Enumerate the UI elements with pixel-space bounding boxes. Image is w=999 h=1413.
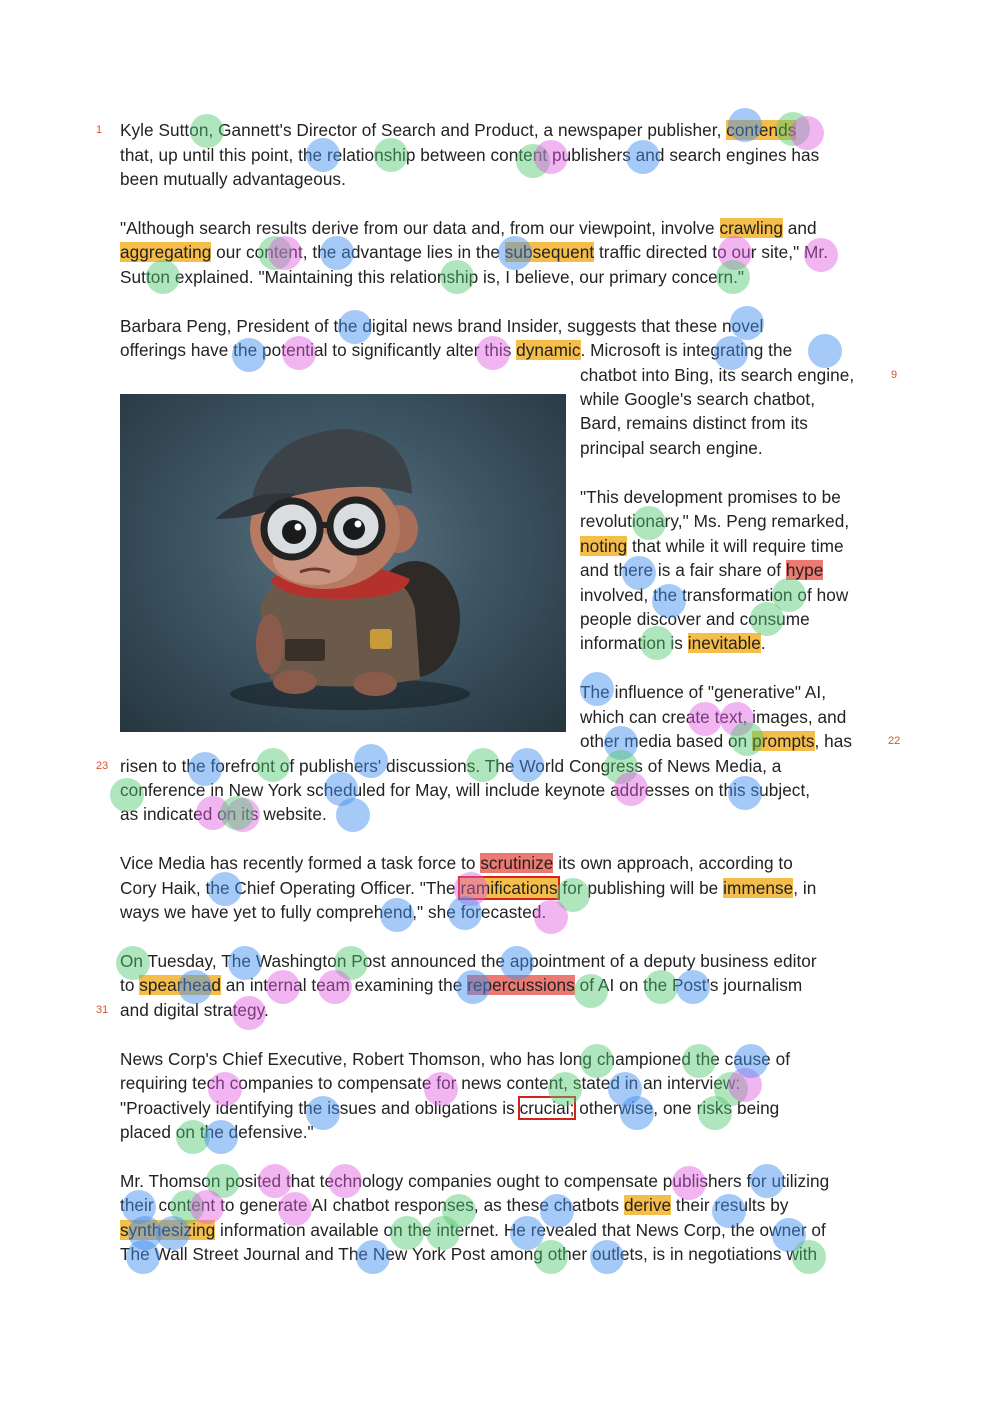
text-line — [580, 607, 810, 631]
text-line — [120, 118, 796, 142]
cartoon-character-illustration — [120, 394, 566, 732]
text-segment: otherwise, one risks being — [574, 1098, 780, 1118]
text-segment: Cory Haik, the Chief Operating Officer. "The — [120, 878, 461, 898]
text-line — [120, 143, 819, 167]
yellow-highlighted-word: derive — [623, 1195, 672, 1215]
text-segment: that while it will require time — [627, 536, 844, 556]
text-line — [120, 1096, 779, 1120]
text-segment: while Google's search chatbot, — [580, 389, 816, 409]
text-segment: The Wall Street Journal and The New York Post among other outlets, is in negotiations with — [120, 1244, 818, 1264]
text-line — [580, 729, 852, 753]
text-segment: its own approach, according to — [553, 853, 793, 873]
line-number: 31 — [96, 1004, 109, 1016]
text-segment: revolutionary," Ms. Peng remarked, — [580, 511, 850, 531]
text-segment: Bard, remains distinct from its — [580, 413, 808, 433]
yellow-highlighted-word: contends — [726, 120, 797, 140]
text-line — [120, 876, 816, 900]
text-segment: chatbot into Bing, its search engine, — [580, 365, 855, 385]
text-line — [120, 167, 346, 191]
text-line — [120, 1218, 826, 1242]
red-highlighted-word: scrutinize — [480, 853, 554, 873]
text-segment: ways we have yet to fully comprehend," she forecasted. — [120, 902, 547, 922]
text-line — [580, 631, 766, 655]
boxed-word: ramifications — [460, 878, 558, 898]
text-segment: their content to generate AI chatbot responses, as these chatbots — [120, 1195, 624, 1215]
text-segment: and there is a fair share of — [580, 560, 786, 580]
text-segment: information is — [580, 633, 688, 653]
text-segment: requiring tech companies to compensate for news content, stated in an interview: — [120, 1073, 741, 1093]
text-line — [120, 1169, 829, 1193]
yellow-highlighted-word: immense — [723, 878, 794, 898]
text-line — [580, 558, 823, 582]
text-segment: been mutually advantageous. — [120, 169, 346, 189]
text-line — [580, 363, 854, 387]
text-segment: Mr. Thomson posited that technology companies ought to compensate publishers for utilizing — [120, 1171, 830, 1191]
text-line — [120, 1242, 817, 1266]
boxed-word: crucial; — [519, 1098, 575, 1118]
cartoon-figure-image — [120, 394, 566, 732]
yellow-highlighted-word: noting — [580, 536, 628, 556]
yellow-highlighted-word: crawling — [719, 218, 783, 238]
text-segment: placed on the defensive." — [120, 1122, 314, 1142]
text-segment: their results by — [671, 1195, 789, 1215]
yellow-highlighted-word: subsequent — [504, 242, 595, 262]
text-segment: , in — [793, 878, 817, 898]
text-segment: Barbara Peng, President of the digital news brand Insider, suggests that these novel — [120, 316, 764, 336]
text-line — [580, 534, 844, 558]
yellow-highlighted-word: synthesizing — [120, 1220, 216, 1240]
text-segment: "Although search results derive from our data and, from our viewpoint, involve — [120, 218, 720, 238]
text-segment: people discover and consume — [580, 609, 810, 629]
text-segment: . — [760, 633, 766, 653]
text-line — [120, 973, 802, 997]
text-line — [120, 1193, 788, 1217]
text-segment: Kyle Sutton, Gannett's Director of Search and Product, a newspaper publisher, — [120, 120, 727, 140]
text-line — [120, 998, 269, 1022]
yellow-highlighted-word: spearhead — [139, 975, 221, 995]
text-segment: principal search engine. — [580, 438, 763, 458]
red-highlighted-word: hype — [785, 560, 824, 580]
text-line — [120, 778, 810, 802]
text-line — [120, 314, 763, 338]
text-line — [580, 680, 826, 704]
text-line — [580, 485, 841, 509]
text-segment: traffic directed to our site," Mr. — [594, 242, 829, 262]
text-segment: our content, the advantage lies in the — [211, 242, 505, 262]
text-segment: information available on the internet. He revealed that News Corp, the owner of — [215, 1220, 826, 1240]
text-line — [580, 436, 763, 460]
text-line — [120, 900, 546, 924]
text-segment: of AI on the Post's journalism — [574, 975, 803, 995]
yellow-highlighted-word: aggregating — [120, 242, 212, 262]
text-segment: offerings have the potential to significantly alter this — [120, 340, 517, 360]
text-line — [120, 851, 793, 875]
text-segment: . Microsoft is integrating the — [580, 340, 793, 360]
text-line — [120, 1071, 740, 1095]
text-segment: other media based on — [580, 731, 753, 751]
text-segment: News Corp's Chief Executive, Robert Thomson, who has long championed the cause of — [120, 1049, 791, 1069]
text-segment: for publishing will be — [557, 878, 724, 898]
text-segment: risen to the forefront of publishers' discussions. The World Congress of News Media, a — [120, 756, 782, 776]
text-segment: as indicated on its website. — [120, 804, 327, 824]
text-segment: that, up until this point, the relationship between content publishers and search engines has — [120, 145, 820, 165]
text-line — [120, 338, 792, 362]
yellow-highlighted-word: dynamic — [516, 340, 581, 360]
text-segment: The influence of "generative" AI, — [580, 682, 827, 702]
line-number: 1 — [96, 124, 103, 136]
text-segment: and digital strategy. — [120, 1000, 269, 1020]
yellow-highlighted-word: prompts — [752, 731, 815, 751]
text-segment: conference in New York scheduled for May, will include keynote addresses on this subject, — [120, 780, 811, 800]
line-number: 23 — [96, 760, 109, 772]
text-segment: , has — [814, 731, 853, 751]
text-line — [580, 509, 849, 533]
text-segment: and — [782, 218, 817, 238]
text-line — [580, 705, 846, 729]
text-segment: to — [120, 975, 140, 995]
text-line — [120, 754, 781, 778]
text-line — [580, 387, 815, 411]
yellow-highlighted-word: inevitable — [687, 633, 761, 653]
text-segment: On Tuesday, The Washington Post announced the appointment of a deputy business editor — [120, 951, 817, 971]
text-line — [580, 411, 808, 435]
text-line — [120, 240, 828, 264]
text-line — [120, 265, 744, 289]
text-line — [580, 583, 848, 607]
text-line — [120, 949, 817, 973]
line-number: 22 — [888, 735, 901, 747]
text-segment: "This development promises to be — [580, 487, 841, 507]
text-segment: an internal team examining the — [220, 975, 468, 995]
text-segment: which can create text, images, and — [580, 707, 847, 727]
red-highlighted-word: repercussions — [467, 975, 575, 995]
text-segment: Sutton explained. "Maintaining this relationship is, I believe, our primary concern." — [120, 267, 745, 287]
text-line — [120, 1120, 314, 1144]
text-line — [120, 1047, 790, 1071]
text-line — [120, 802, 327, 826]
text-segment: involved, the transformation of how — [580, 585, 849, 605]
text-segment: Vice Media has recently formed a task force to — [120, 853, 481, 873]
text-line — [120, 216, 817, 240]
line-number: 9 — [891, 369, 898, 381]
text-segment: "Proactively identifying the issues and obligations is — [120, 1098, 520, 1118]
gaze-dot — [336, 798, 370, 832]
